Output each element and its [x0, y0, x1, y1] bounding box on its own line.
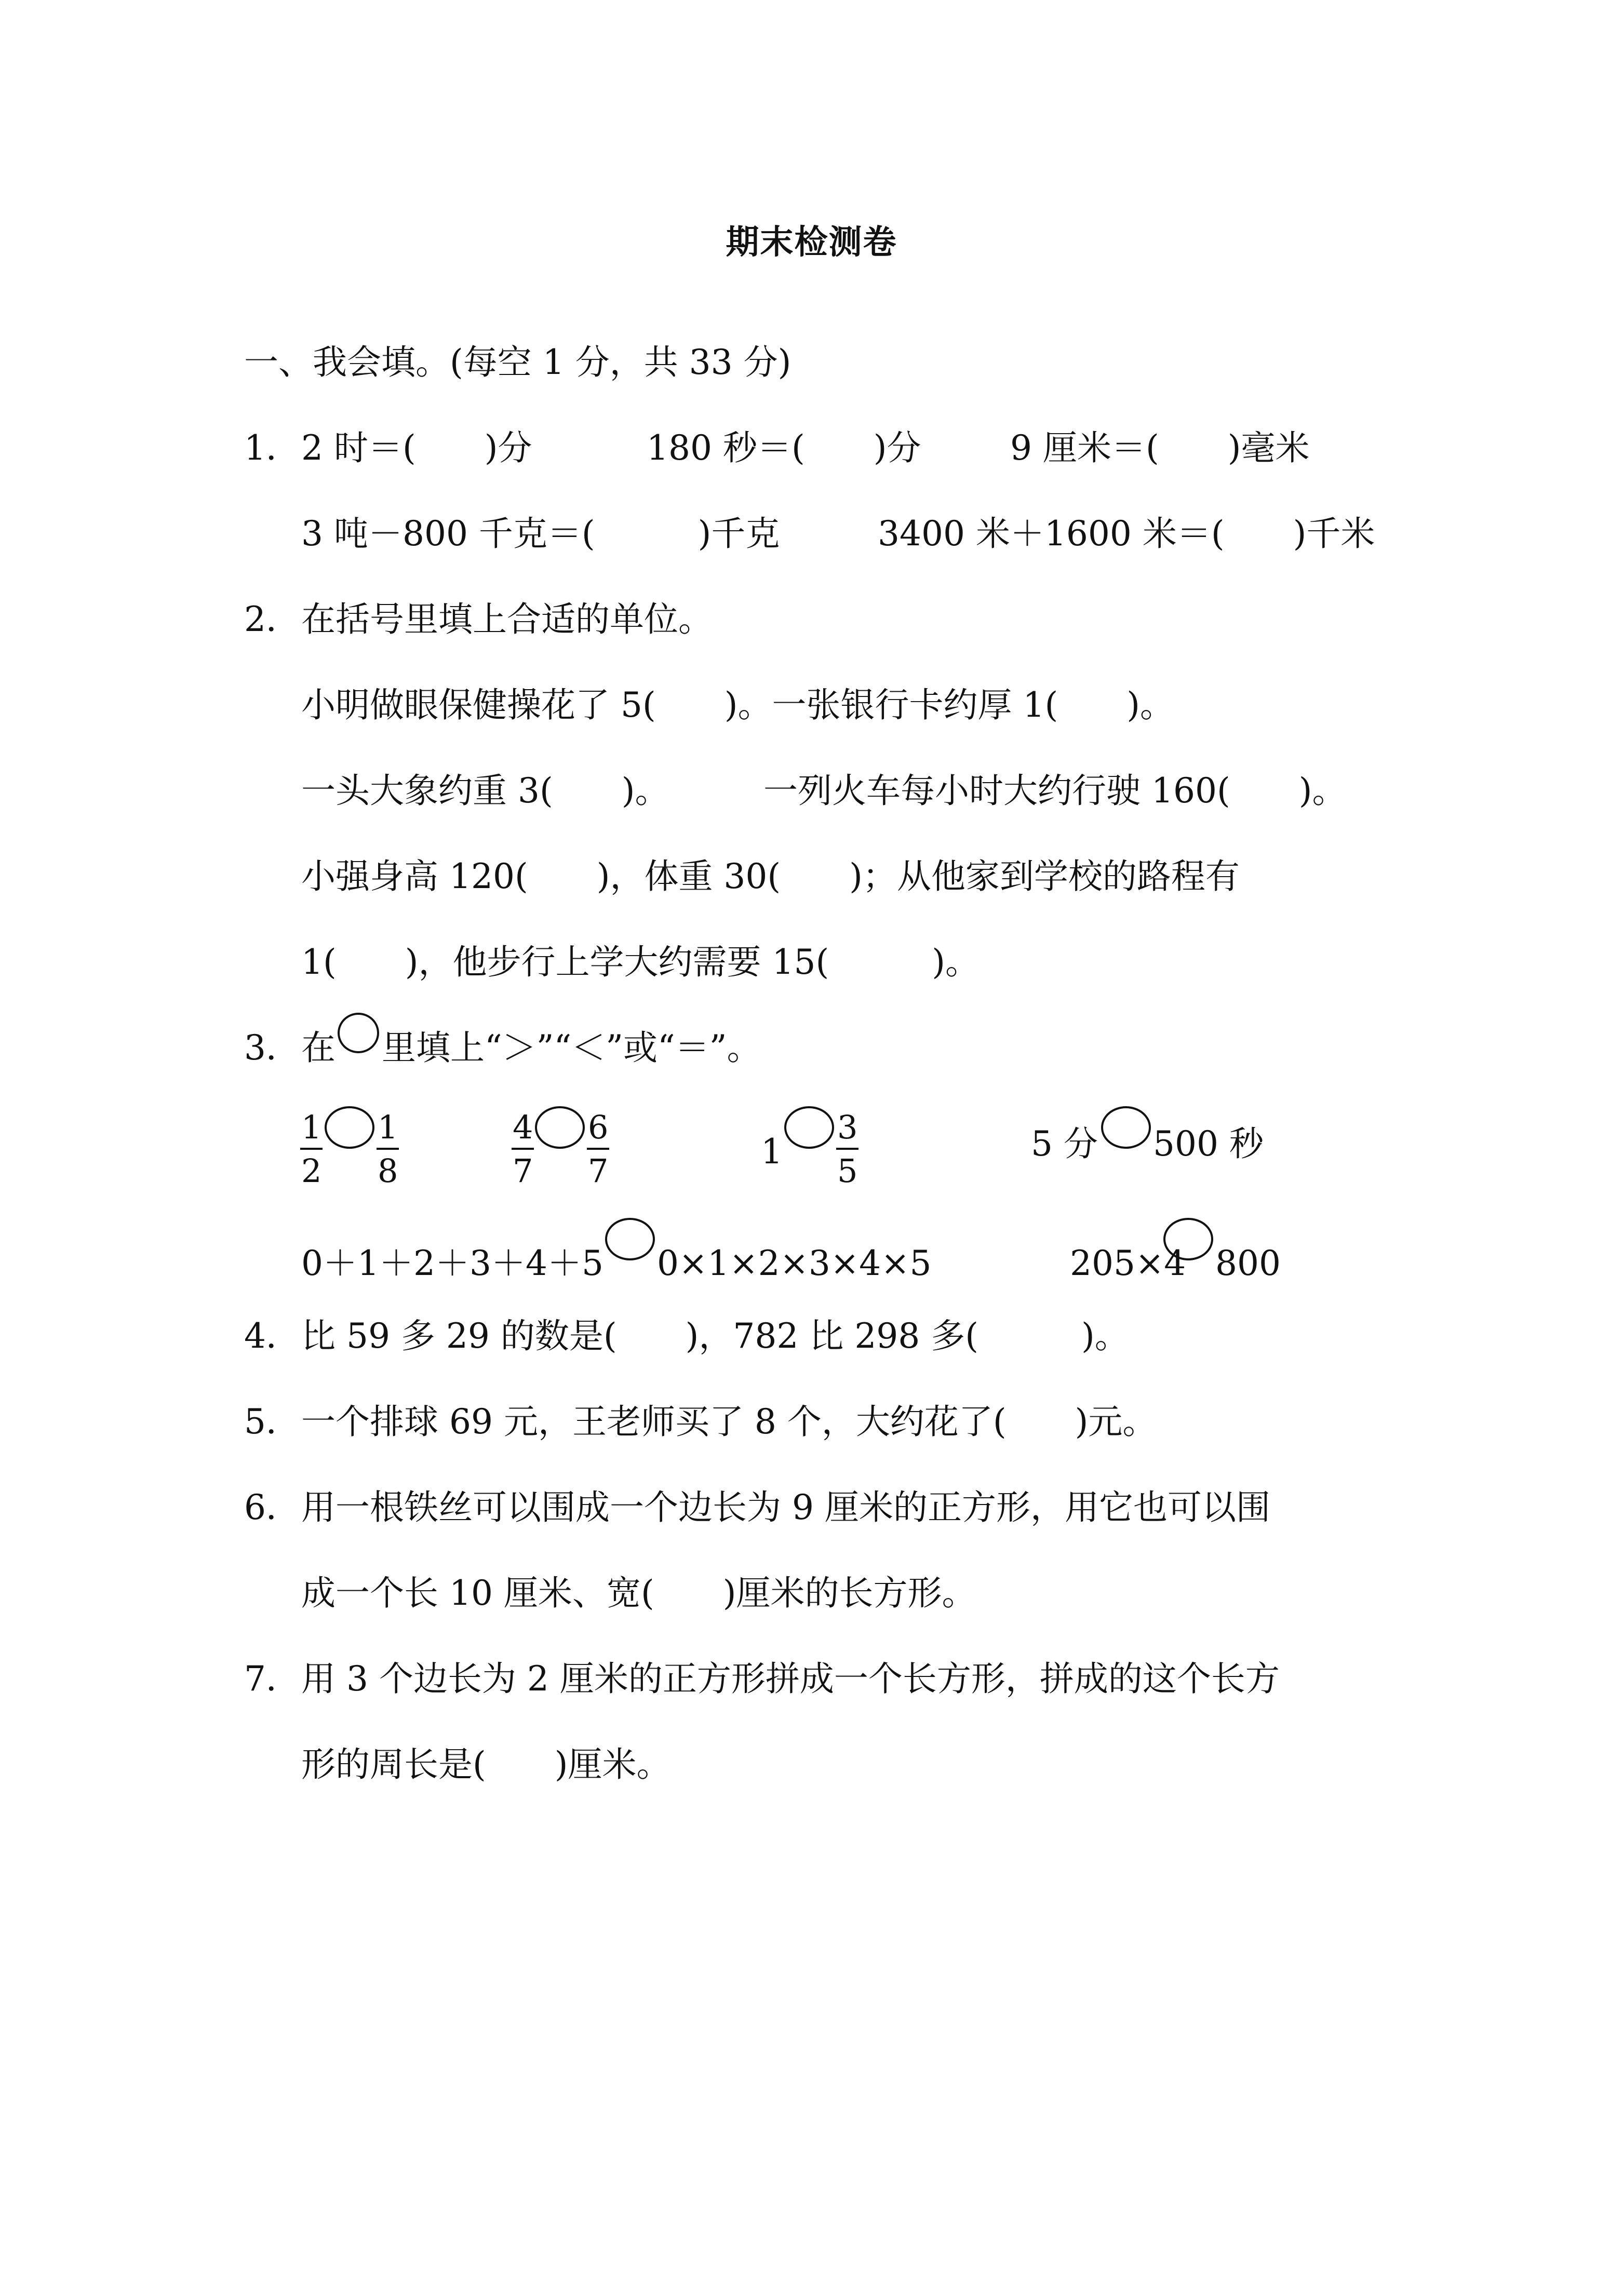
comparison-circle-icon[interactable]	[1163, 1218, 1213, 1260]
q3-e-right: 0×1×2×3×4×5	[657, 1243, 932, 1283]
q2-line-1: 小明做眼保健操花了 5( )。一张银行卡约厚 1( )。	[301, 685, 1174, 725]
q5-number: 5．	[244, 1402, 300, 1442]
q2-line-3: 小强身高 120( )，体重 30( )；从他家到学校的路程有	[301, 856, 1240, 896]
fraction-left	[300, 1108, 323, 1190]
numerator: 6	[587, 1111, 609, 1150]
denominator: 7	[513, 1152, 533, 1190]
q1-item-b: 180 秒＝( )分	[647, 428, 921, 468]
comparison-circle-icon[interactable]	[535, 1106, 585, 1149]
denominator: 2	[301, 1152, 322, 1190]
q2-line-2a: 一头大象约重 3( )。	[301, 771, 669, 811]
q1-number: 1．	[244, 428, 300, 468]
fraction-right	[836, 1108, 859, 1190]
q1-item-a: 2 时＝( )分	[301, 428, 532, 468]
denominator: 5	[837, 1152, 858, 1190]
q3-number: 3．	[244, 1028, 300, 1068]
fraction-right	[377, 1108, 399, 1190]
q3-c-left: 1	[761, 1132, 783, 1172]
q2-line-2b: 一列火车每小时大约行驶 160( )。	[763, 771, 1347, 811]
comparison-circle-icon[interactable]	[1101, 1106, 1151, 1149]
fraction-left	[512, 1108, 534, 1190]
comparison-circle-icon[interactable]	[784, 1106, 834, 1149]
page-title: 期末检测卷	[726, 223, 897, 262]
q5-text: 一个排球 69 元，王老师买了 8 个，大约花了( )元。	[301, 1402, 1157, 1442]
q3-d-left: 5 分	[1031, 1124, 1098, 1164]
q2-number: 2．	[244, 599, 300, 639]
q3-e-left: 0＋1＋2＋3＋4＋5	[301, 1243, 603, 1283]
q3-d-right: 500 秒	[1153, 1124, 1264, 1164]
q1-item-e: 3400 米＋1600 米＝( )千米	[878, 514, 1375, 554]
q6-line-2: 成一个长 10 厘米、宽( )厘米的长方形。	[301, 1573, 976, 1613]
q2-line-4: 1( )，他步行上学大约需要 15( )。	[301, 942, 980, 982]
q3-f-right: 800	[1215, 1243, 1281, 1283]
section-heading: 一、我会填。(每空 1 分，共 33 分)	[244, 342, 792, 382]
comparison-circle-icon[interactable]	[605, 1218, 655, 1260]
q3-stem-pre: 在	[301, 1028, 336, 1068]
q4-number: 4．	[244, 1316, 300, 1356]
q6-line-1: 用一根铁丝可以围成一个边长为 9 厘米的正方形，用它也可以围	[301, 1487, 1270, 1527]
denominator: 8	[378, 1152, 398, 1190]
q3-stem-post: 里填上“＞”“＜”或“＝”。	[382, 1028, 761, 1068]
q4-text: 比 59 多 29 的数是( )，782 比 298 多( )。	[301, 1316, 1129, 1356]
q7-line-2: 形的周长是( )厘米。	[301, 1744, 671, 1784]
numerator: 3	[836, 1111, 859, 1150]
q6-number: 6．	[244, 1487, 300, 1527]
q7-line-1: 用 3 个边长为 2 厘米的正方形拼成一个长方形，拼成的这个长方	[301, 1659, 1280, 1699]
comparison-circle-icon[interactable]	[325, 1106, 374, 1149]
q2-stem: 在括号里填上合适的单位。	[301, 599, 713, 639]
denominator: 7	[588, 1152, 609, 1190]
numerator: 4	[512, 1111, 534, 1150]
comparison-circle-icon	[338, 1013, 379, 1053]
q3-f-left: 205×4	[1070, 1243, 1186, 1283]
numerator: 1	[300, 1111, 323, 1150]
q1-item-d: 3 吨－800 千克＝( )千克	[301, 514, 780, 554]
numerator: 1	[377, 1111, 399, 1150]
q7-number: 7．	[244, 1659, 300, 1699]
q1-item-c: 9 厘米＝( )毫米	[1010, 428, 1310, 468]
fraction-right	[587, 1108, 609, 1190]
